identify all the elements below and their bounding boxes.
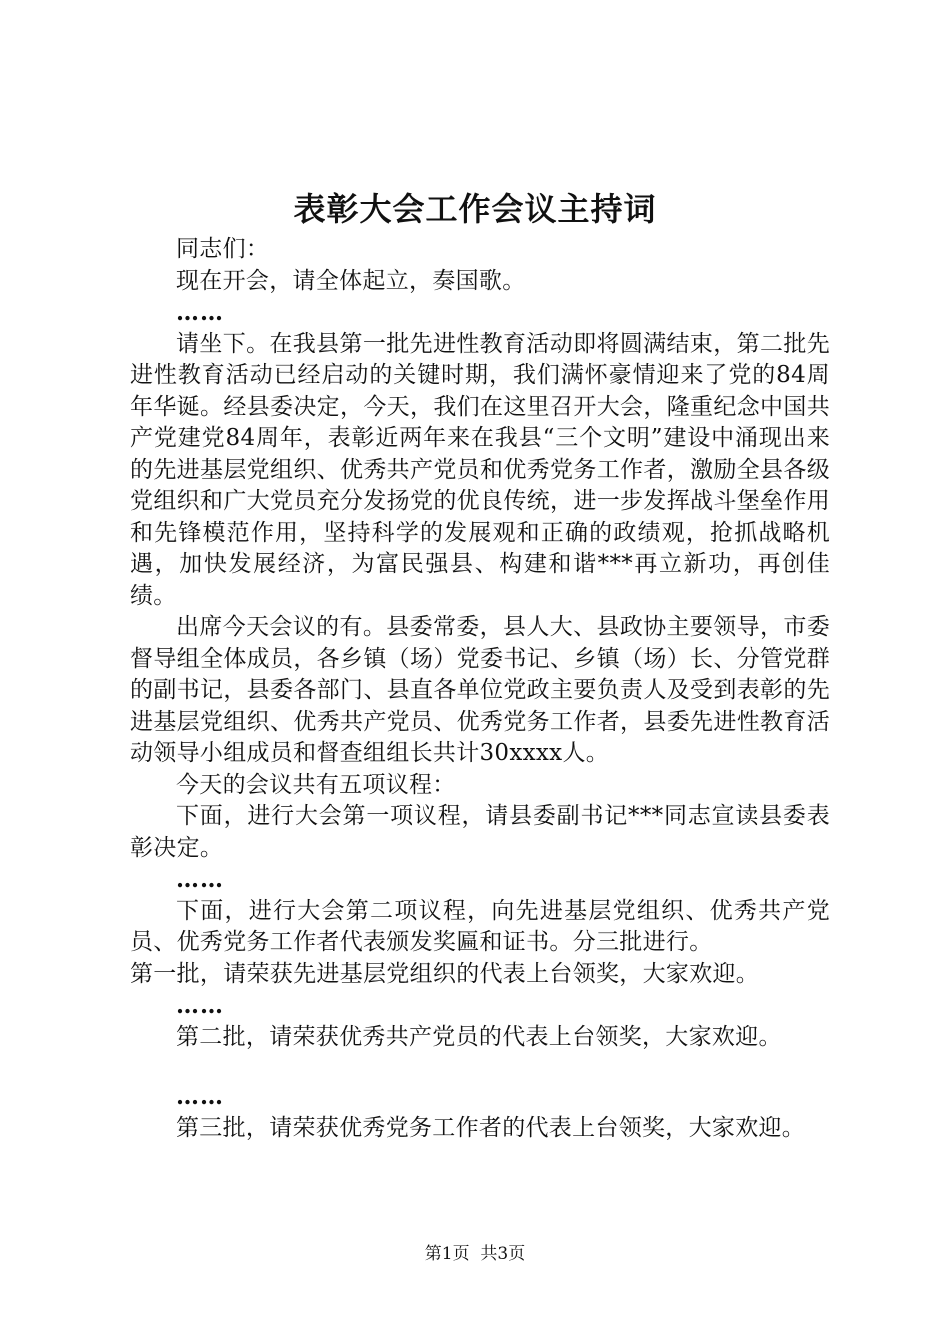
paragraph-ellipsis: …… bbox=[176, 866, 224, 893]
paragraph-agenda-item-1: 下面，进行大会第一项议程，请县委副书记***同志宣读县委表彰决定。 bbox=[130, 803, 830, 861]
paragraph-ellipsis: …… bbox=[176, 1083, 224, 1110]
paragraph-ellipsis: …… bbox=[176, 992, 224, 1019]
paragraph-agenda-item-2: 下面，进行大会第二项议程，向先进基层党组织、优秀共产党员、优秀党务工作者代表颁发奖匾和证书。分三批进行。 bbox=[130, 897, 830, 955]
page-number: 第1页 bbox=[424, 1244, 470, 1264]
paragraph-agenda: 今天的会议共有五项议程： bbox=[176, 771, 456, 798]
paragraph-batch-1: 第一批，请荣获先进基层党组织的代表上台领奖，大家欢迎。 bbox=[130, 960, 760, 987]
paragraph-ellipsis: …… bbox=[176, 299, 224, 326]
paragraph-introduction: 请坐下。在我县第一批先进性教育活动即将圆满结束，第二批先进性教育活动已经启动的关键时期，我们满怀豪情迎来了党的84周年华诞。经县委决定，今天，我们在这里召开大会，隆重纪念中国共产党建党84周年，表彰近两年来在我县“三个文明”建设中涌现出来的先进基层党组织、优秀共产党员和优秀党务工作者，激励全县各级党组织和广大党员充分发扬党的优良传统，进一步发挥战斗堡垒作用和先锋模范作用，坚持科学的发展观和正确的政绩观，抢抓战略机遇，加快发展经济，为富民强县、构建和谐***再立新功，再创佳绩。 bbox=[130, 330, 830, 609]
paragraph-attendees: 出席今天会议的有。县委常委，县人大、县政协主要领导，市委督导组全体成员，各乡镇（场）党委书记、乡镇（场）长、分管党群的副书记，县委各部门、县直各单位党政主要负责人及受到表彰的先进基层党组织、优秀共产党员、优秀党务工作者，县委先进性教育活动领导小组成员和督查组组长共计30xxxx人。 bbox=[130, 614, 830, 766]
document-title: 表彰大会工作会议主持词 bbox=[293, 190, 657, 228]
document-body bbox=[130, 234, 830, 1144]
page-total: 共3页 bbox=[480, 1244, 526, 1264]
paragraph-batch-3: 第三批，请荣获优秀党务工作者的代表上台领奖，大家欢迎。 bbox=[176, 1114, 806, 1141]
paragraph-opening: 现在开会，请全体起立，奏国歌。 bbox=[176, 267, 526, 294]
paragraph-greeting: 同志们： bbox=[176, 236, 270, 262]
paragraph-batch-2: 第二批，请荣获优秀共产党员的代表上台领奖，大家欢迎。 bbox=[176, 1023, 782, 1050]
page-footer bbox=[0, 1242, 950, 1266]
